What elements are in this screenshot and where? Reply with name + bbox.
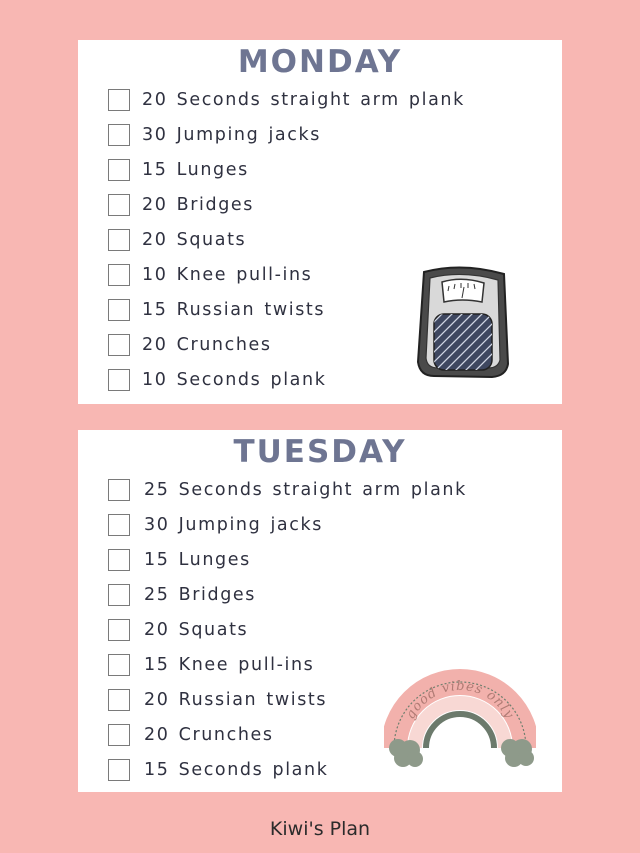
exercise-label: 15 Knee pull-ins: [144, 654, 315, 675]
checkbox[interactable]: [108, 549, 130, 571]
checklist-item[interactable]: [108, 187, 465, 222]
bathroom-scale-icon: [412, 264, 512, 380]
checklist-item[interactable]: [108, 577, 467, 612]
checkbox[interactable]: [108, 514, 130, 536]
checkbox[interactable]: [108, 759, 130, 781]
checkbox[interactable]: [108, 124, 130, 146]
checkbox[interactable]: [108, 264, 130, 286]
checklist-item[interactable]: [108, 152, 465, 187]
checkbox[interactable]: [108, 584, 130, 606]
exercise-label: 20 Crunches: [144, 724, 274, 745]
exercise-label: 15 Lunges: [142, 159, 249, 180]
exercise-label: 20 Russian twists: [144, 689, 328, 710]
exercise-label: 20 Squats: [142, 229, 247, 250]
svg-text:good vibes only: good vibes only: [403, 678, 517, 722]
checkbox[interactable]: [108, 689, 130, 711]
day-title-monday: MONDAY: [237, 44, 403, 80]
exercise-label: 25 Seconds straight arm plank: [144, 479, 467, 500]
checklist-item[interactable]: [108, 542, 467, 577]
exercise-label: 25 Bridges: [144, 584, 256, 605]
checkbox[interactable]: [108, 229, 130, 251]
exercise-label: 20 Crunches: [142, 334, 272, 355]
exercise-label: 20 Bridges: [142, 194, 254, 215]
checklist-item[interactable]: [108, 222, 465, 257]
footer: [0, 818, 640, 840]
checkbox[interactable]: [108, 194, 130, 216]
tuesday-card: [78, 430, 562, 792]
exercise-label: 30 Jumping jacks: [142, 124, 321, 145]
checkbox[interactable]: [108, 159, 130, 181]
exercise-label: 20 Seconds straight arm plank: [142, 89, 465, 110]
exercise-label: 20 Squats: [144, 619, 249, 640]
monday-card: [78, 40, 562, 404]
exercise-label: 15 Russian twists: [142, 299, 326, 320]
exercise-label: 15 Lunges: [144, 549, 251, 570]
checklist-item[interactable]: [108, 507, 467, 542]
exercise-label: 15 Seconds plank: [144, 759, 329, 780]
checkbox[interactable]: [108, 299, 130, 321]
brand-text: Kiwi's Plan: [269, 818, 371, 840]
checkbox[interactable]: [108, 89, 130, 111]
checklist-item[interactable]: [108, 472, 467, 507]
exercise-label: 10 Seconds plank: [142, 369, 327, 390]
exercise-label: 10 Knee pull-ins: [142, 264, 313, 285]
checklist-item[interactable]: [108, 82, 465, 117]
checkbox[interactable]: [108, 724, 130, 746]
exercise-label: 30 Jumping jacks: [144, 514, 323, 535]
checkbox[interactable]: [108, 619, 130, 641]
checklist-item[interactable]: [108, 117, 465, 152]
checkbox[interactable]: [108, 654, 130, 676]
rainbow-icon: [384, 630, 536, 770]
checkbox[interactable]: [108, 334, 130, 356]
day-title-tuesday: TUESDAY: [233, 434, 407, 470]
checkbox[interactable]: [108, 369, 130, 391]
checkbox[interactable]: [108, 479, 130, 501]
